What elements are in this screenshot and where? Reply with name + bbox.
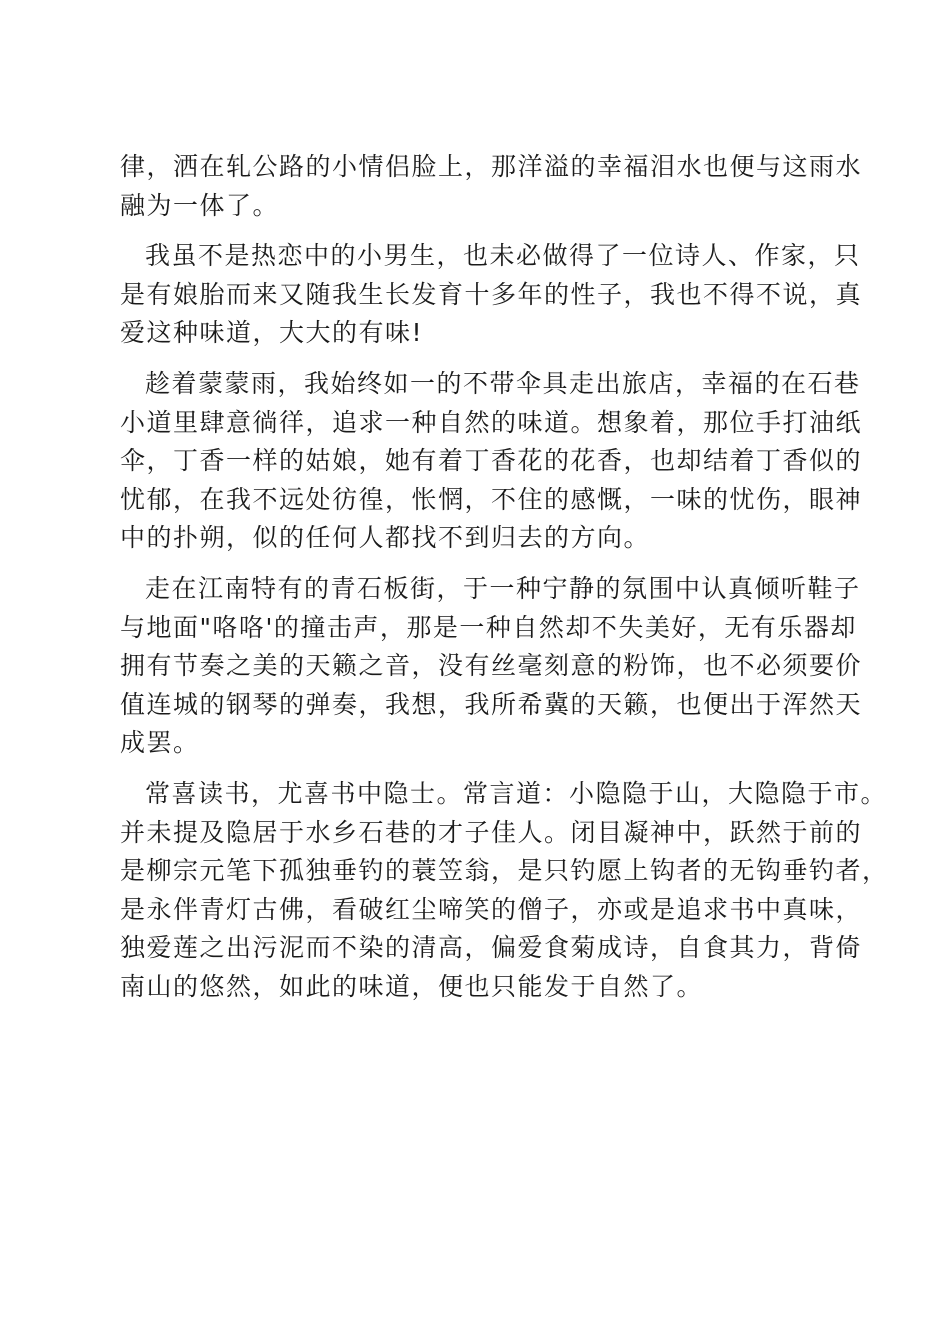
text-line: 走在江南特有的青石板街，于一种宁静的氛围中认真倾听鞋子 bbox=[145, 573, 861, 603]
text-line: 趁着蒙蒙雨，我始终如一的不带伞具走出旅店，幸福的在石巷 bbox=[145, 368, 861, 398]
paragraph-3 bbox=[120, 365, 863, 558]
text-line: 值连城的钢琴的弹奏，我想，我所希冀的天籁，也便出于浑然天 bbox=[120, 689, 863, 719]
text-line: 融为一体了。 bbox=[120, 190, 280, 220]
text-line: 拥有节奏之美的天籁之音，没有丝毫刻意的粉饰，也不必须要价 bbox=[120, 651, 863, 681]
text-line: 律，洒在轧公路的小情侣脸上，那洋溢的幸福泪水也便与这雨水 bbox=[120, 152, 863, 181]
text-line: 常喜读书，尤喜书中隐士。常言道：小隐隐于山，大隐隐于市。 bbox=[145, 778, 888, 808]
paragraph-2 bbox=[120, 237, 863, 353]
text-line: 成罢。 bbox=[120, 728, 200, 758]
text-line: 我虽不是热恋中的小男生，也未必做得了一位诗人、作家，只 bbox=[145, 241, 861, 271]
text-line: 并未提及隐居于水乡石巷的才子佳人。闭目凝神中，跃然于前的 bbox=[120, 817, 863, 847]
text-line: 忧郁，在我不远处彷徨，怅惘，不住的感慨，一味的忧伤，眼神 bbox=[120, 484, 863, 514]
text-line: 是永伴青灯古佛，看破红尘啼笑的僧子，亦或是追求书中真味， bbox=[120, 894, 863, 924]
text-line: 是有娘胎而来又随我生长发育十多年的性子，我也不得不说，真 bbox=[120, 279, 863, 309]
text-line: 是柳宗元笔下孤独垂钓的蓑笠翁，是只钓愿上钩者的无钩垂钓者， bbox=[120, 856, 889, 886]
text-line: 中的扑朔，似的任何人都找不到归去的方向。 bbox=[120, 523, 651, 553]
text-line: 伞，丁香一样的姑娘，她有着丁香花的花香，也却结着丁香似的 bbox=[120, 446, 863, 476]
text-line: 独爱莲之出污泥而不染的清高，偏爱食菊成诗，自食其力，背倚 bbox=[120, 933, 863, 963]
body-text bbox=[120, 148, 889, 1006]
text-line: 南山的悠然，如此的味道，便也只能发于自然了。 bbox=[120, 971, 704, 1001]
paragraph-1 bbox=[120, 148, 863, 225]
text-line: 与地面"咯咯'的撞击声，那是一种自然却不失美好，无有乐器却 bbox=[120, 612, 857, 642]
text-line: 小道里肆意徜徉，追求一种自然的味道。想象着，那位手打油纸 bbox=[120, 407, 863, 437]
text-line: 爱这种味道，大大的有味! bbox=[120, 318, 424, 348]
paragraph-5 bbox=[120, 775, 889, 1007]
paragraph-4 bbox=[120, 570, 863, 763]
